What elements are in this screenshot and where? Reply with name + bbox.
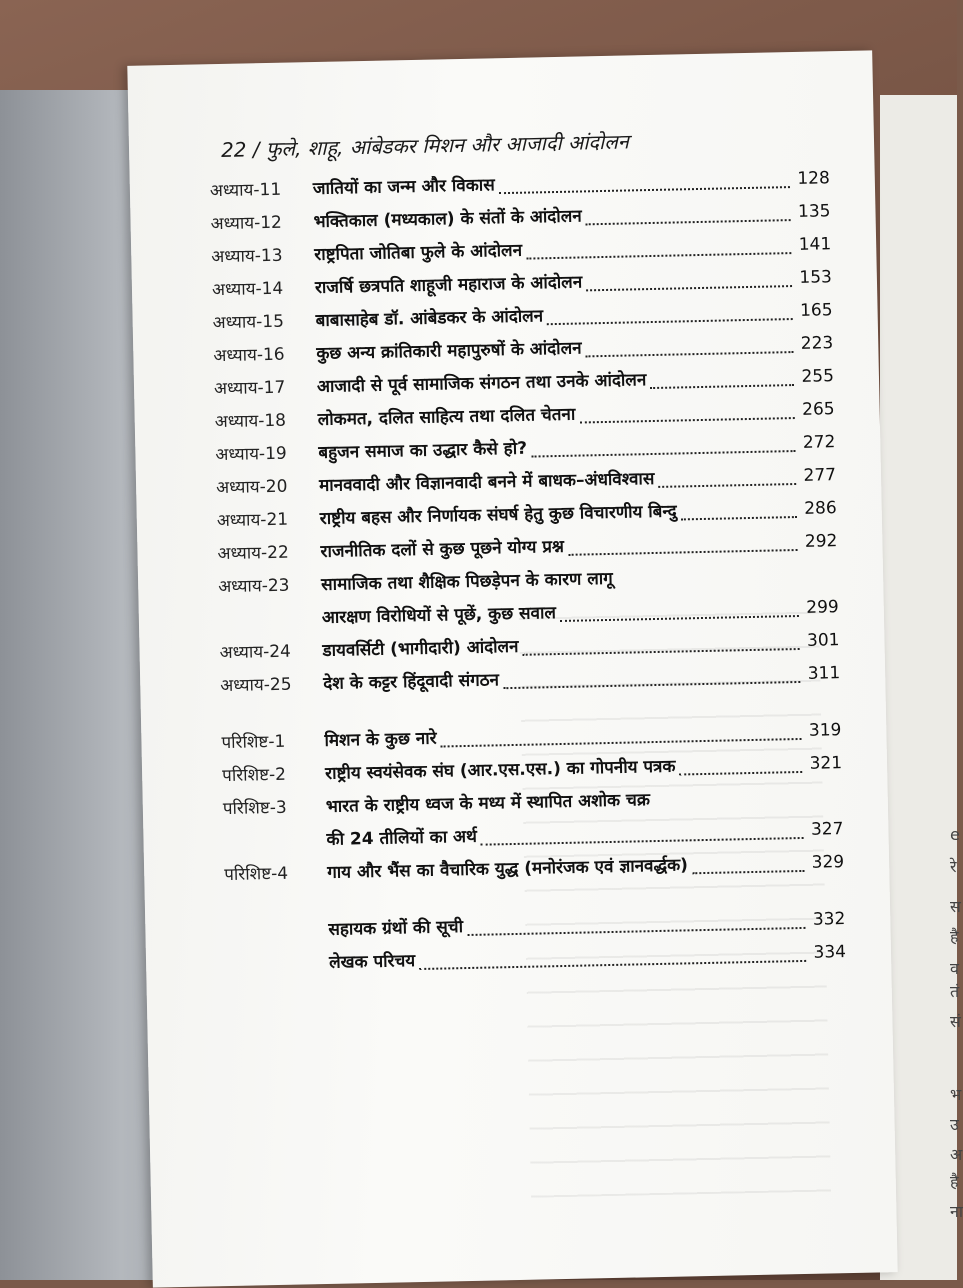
dot-leader — [681, 516, 797, 520]
appendix-title: मिशन के कुछ नारे — [324, 728, 437, 751]
appendix-title: गाय और भैंस का वैचारिक युद्ध (मनोरंजक एवं ज्ञानवर्द्धक) — [327, 855, 689, 883]
dot-leader — [499, 186, 790, 194]
chapter-label: अध्याय-17 — [213, 377, 286, 400]
dot-leader — [560, 614, 799, 621]
edge-text: रे — [950, 857, 957, 876]
chapter-title: राष्ट्रपिता जोतिबा फुले के आंदोलन — [314, 240, 523, 266]
edge-text: भ — [950, 1085, 962, 1104]
chapter-title: राष्ट्रीय बहस और निर्णायक संघर्ष हेतु कुछ विचारणीय बिन्दु — [319, 501, 677, 530]
running-header: 22 / फुले, शाहू, आंबेडकर मिशन और आजादी आंदोलन — [220, 129, 630, 162]
appendix-label: परिशिष्ट-3 — [222, 797, 287, 820]
chapter-label: अध्याय-20 — [215, 476, 288, 499]
page-number: 277 — [803, 465, 837, 486]
dot-leader — [547, 318, 793, 325]
page-number: 301 — [806, 630, 840, 651]
chapter-label: अध्याय-21 — [216, 509, 289, 532]
chapter-title: कुछ अन्य क्रांतिकारी महापुरुषों के आंदोलन — [316, 338, 582, 365]
edge-text: व — [950, 959, 959, 978]
edge-text: ना — [950, 1202, 963, 1221]
page-number: 329 — [811, 852, 845, 873]
dot-leader — [419, 959, 806, 969]
edge-text: उ — [950, 1115, 959, 1134]
dot-leader — [526, 252, 791, 260]
dot-leader — [481, 836, 804, 845]
page-number: 153 — [799, 267, 833, 288]
edge-text: स — [950, 897, 961, 916]
table-of-contents — [210, 165, 847, 985]
page-number: 255 — [801, 366, 835, 387]
appendix-title-line2: की 24 तीलियों का अर्थ — [326, 826, 478, 850]
page-number: 319 — [808, 720, 842, 741]
page-number: 223 — [800, 333, 834, 354]
page-number: 265 — [801, 399, 835, 420]
chapter-label: अध्याय-12 — [210, 212, 283, 235]
dot-leader — [586, 351, 794, 357]
chapter-label: अध्याय-19 — [215, 443, 287, 466]
page-number: 141 — [798, 234, 832, 255]
endmatter-title: सहायक ग्रंथों की सूची — [328, 917, 464, 940]
page-number: 135 — [797, 201, 831, 222]
chapter-title: डायवर्सिटी (भागीदारी) आंदोलन — [322, 636, 519, 661]
edge-text: अ — [950, 1145, 963, 1164]
chapter-label: अध्याय-24 — [219, 641, 292, 664]
page-number: 272 — [802, 432, 836, 453]
edge-text: e — [950, 825, 960, 844]
dot-leader — [692, 869, 804, 873]
book-page — [127, 50, 897, 1287]
chapter-title: भक्तिकाल (मध्यकाल) के संतों के आंदोलन — [313, 206, 582, 233]
chapter-title-line2: आरक्षण विरोधियों से पूछें, कुछ सवाल — [321, 603, 557, 628]
edge-text: है — [950, 927, 959, 946]
chapter-title: राजर्षि छत्रपति शाहूजी महाराज के आंदोलन — [314, 272, 583, 299]
dot-leader — [586, 285, 792, 291]
page-number: 332 — [812, 909, 846, 930]
dot-leader — [579, 417, 794, 424]
appendix-label: परिशिष्ट-1 — [221, 731, 286, 754]
dot-leader — [531, 450, 795, 458]
chapter-label: अध्याय-23 — [218, 575, 290, 598]
chapter-title: आजादी से पूर्व सामाजिक संगठन तथा उनके आंदोलन — [316, 370, 647, 398]
chapter-label: अध्याय-13 — [211, 245, 283, 268]
page-number: 292 — [804, 531, 838, 552]
edge-text: तं — [950, 982, 960, 1001]
dot-leader — [523, 647, 800, 655]
page-number: 128 — [797, 168, 831, 189]
chapter-label: अध्याय-16 — [213, 344, 285, 367]
page-number: 299 — [806, 597, 839, 618]
endmatter-title: लेखक परिचय — [328, 951, 416, 973]
page-number: 327 — [810, 819, 844, 840]
chapter-title: देश के कट्टर हिंदूवादी संगठन — [323, 670, 500, 694]
dot-leader — [680, 770, 803, 775]
page-number: 334 — [813, 942, 847, 963]
chapter-title: लोकमत, दलित साहित्य तथा दलित चेतना — [317, 404, 576, 431]
chapter-label: अध्याय-11 — [209, 179, 282, 202]
chapter-title: मानववादी और विज्ञानवादी बनने में बाधक–अंधविश्वास — [318, 468, 655, 497]
dot-leader — [441, 737, 802, 747]
dot-leader — [658, 483, 796, 488]
edge-text: है — [950, 1172, 959, 1191]
appendix-label: परिशिष्ट-4 — [224, 863, 289, 886]
dot-leader — [467, 926, 805, 935]
dot-leader — [568, 549, 797, 556]
chapter-label: अध्याय-25 — [220, 674, 292, 697]
chapter-label: अध्याय-18 — [214, 410, 287, 433]
dot-leader — [650, 384, 794, 389]
appendix-title: भारत के राष्ट्रीय ध्वज के मध्य में स्थापित अशोक चक्र — [325, 790, 651, 817]
page-number: 321 — [809, 753, 843, 774]
appendix-label: परिशिष्ट-2 — [221, 764, 287, 787]
chapter-title: जातियों का जन्म और विकास — [312, 175, 495, 200]
edge-text: सं — [950, 1012, 961, 1031]
dot-leader — [503, 680, 800, 688]
chapter-title: बाबासाहेब डॉ. आंबेडकर के आंदोलन — [315, 306, 544, 332]
page-number: 286 — [804, 498, 837, 519]
appendix-title: राष्ट्रीय स्वयंसेवक संघ (आर.एस.एस.) का गोपनीय पत्रक — [324, 756, 676, 784]
chapter-title: राजनीतिक दलों से कुछ पूछने योग्य प्रश्न — [320, 536, 565, 562]
dot-leader — [586, 219, 791, 225]
chapter-label: अध्याय-15 — [212, 311, 285, 334]
chapter-title: बहुजन समाज का उद्धार कैसे हो? — [318, 438, 528, 464]
chapter-title: सामाजिक तथा शैक्षिक पिछड़ेपन के कारण लागू — [320, 568, 613, 595]
chapter-label: अध्याय-14 — [211, 278, 284, 301]
chapter-label: अध्याय-22 — [217, 542, 290, 565]
page-number: 311 — [807, 663, 841, 684]
page-number: 165 — [799, 300, 833, 321]
